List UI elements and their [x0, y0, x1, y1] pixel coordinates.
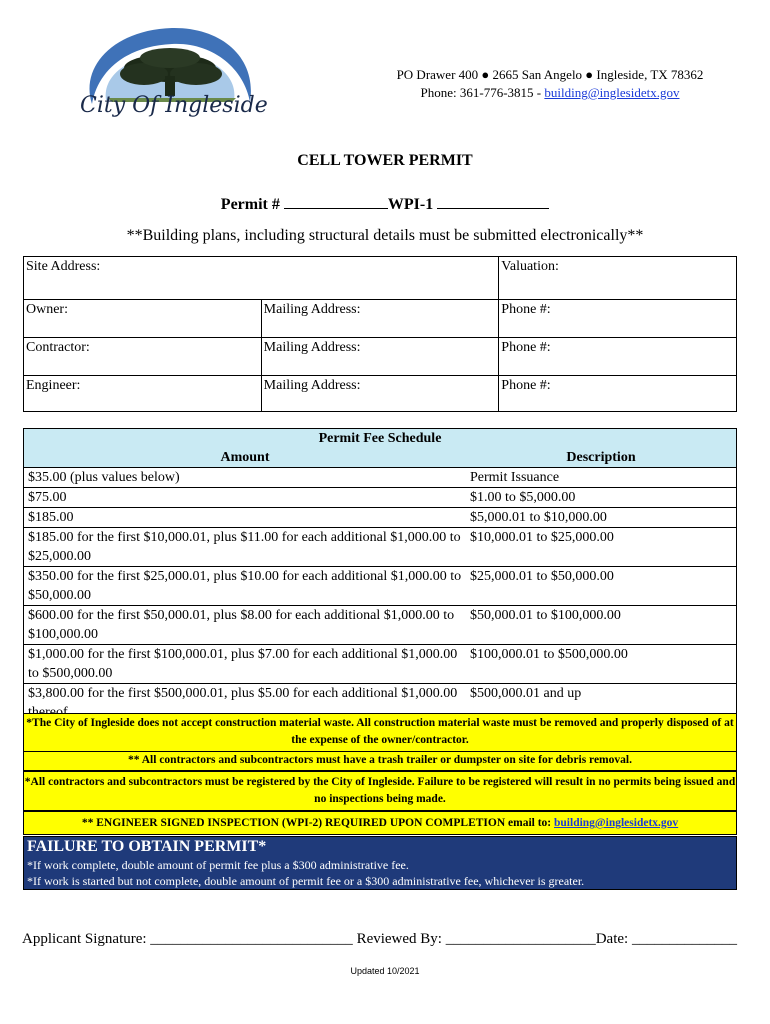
- city-logo: [72, 18, 272, 124]
- fee-row: [24, 605, 736, 644]
- electronic-submission-notice: **Building plans, including structural details must be submitted electronically**: [126, 227, 644, 244]
- waste-notice: *The City of Ingleside does not accept construction material waste. All construction material waste must be removed and properly disposed of at the expense of the owner/contractor.: [23, 713, 737, 754]
- engineer-email-link[interactable]: building@inglesidetx.gov: [554, 817, 679, 829]
- contractor-mailing-field[interactable]: Mailing Address:: [261, 338, 499, 376]
- fee-row: [24, 644, 736, 683]
- fee-row: [24, 487, 736, 507]
- failure-line-1: *If work complete, double amount of permit fee plus a $300 administrative fee.: [27, 858, 409, 872]
- engineer-inspection-text: ** ENGINEER SIGNED INSPECTION (WPI-2) REQUIRED UPON COMPLETION email to:: [81, 817, 555, 829]
- owner-field[interactable]: Owner:: [24, 300, 262, 338]
- fee-row: [24, 507, 736, 527]
- fee-description: $25,000.01 to $50,000.00: [470, 569, 614, 584]
- fee-description: $5,000.01 to $10,000.00: [470, 510, 607, 525]
- fee-schedule: [23, 428, 737, 723]
- page-title: CELL TOWER PERMIT: [297, 152, 473, 169]
- owner-phone-field[interactable]: Phone #:: [499, 300, 737, 338]
- description-column-header: Description: [566, 450, 636, 465]
- header-address: [330, 66, 770, 102]
- fee-amount: $185.00 for the first $10,000.01, plus $11.00 for each additional $1,000.00 to $25,000.00: [28, 530, 461, 564]
- fee-description: $500,000.01 and up: [470, 686, 582, 701]
- phone-text: Phone: 361-776-3815 -: [420, 85, 545, 100]
- updated-date: Updated 10/2021: [350, 966, 420, 976]
- fee-row: [24, 566, 736, 605]
- contractor-field[interactable]: Contractor:: [24, 338, 262, 376]
- permit-suffix-field[interactable]: [437, 194, 549, 209]
- fee-schedule-title: Permit Fee Schedule: [318, 431, 442, 446]
- failure-line-2: *If work is started but not complete, double amount of permit fee or a $300 administrative fee, whichever is greater.: [27, 874, 585, 888]
- phone-line: [330, 84, 770, 102]
- engineer-mailing-field[interactable]: Mailing Address:: [261, 376, 499, 412]
- fee-row: [24, 527, 736, 566]
- amount-column-header: Amount: [220, 450, 270, 465]
- address-line: PO Drawer 400 ● 2665 San Angelo ● Ingleside, TX 78362: [396, 67, 704, 82]
- fee-row: [24, 468, 736, 487]
- site-address-field[interactable]: Site Address:: [24, 257, 499, 300]
- fee-description: $1.00 to $5,000.00: [470, 490, 576, 505]
- engineer-phone-field[interactable]: Phone #:: [499, 376, 737, 412]
- fee-amount: $600.00 for the first $50,000.01, plus $8.00 for each additional $1,000.00 to $100,000.00: [28, 608, 455, 642]
- applicant-signature-field[interactable]: Applicant Signature: ___________________________: [22, 931, 353, 947]
- fee-amount: $3,800.00 for the first $500,000.01, plus $5.00 for each additional $1,000.00: [28, 686, 458, 701]
- fee-amount: $75.00: [28, 490, 67, 505]
- fee-schedule-header: [24, 429, 736, 468]
- engineer-field[interactable]: Engineer:: [24, 376, 262, 412]
- failure-heading: FAILURE TO OBTAIN PERMIT*: [27, 838, 267, 855]
- permit-number-field[interactable]: [284, 194, 388, 209]
- valuation-field[interactable]: Valuation:: [499, 257, 737, 300]
- fee-description: $10,000.01 to $25,000.00: [470, 530, 614, 545]
- registration-notice: *All contractors and subcontractors must be registered by the City of Ingleside. Failure to be registered will result in no permits being issued and no inspections being made.: [23, 771, 737, 811]
- applicant-info-table: [23, 256, 737, 412]
- engineer-inspection-notice: [23, 811, 737, 835]
- reviewed-by-field[interactable]: Reviewed By: ____________________: [356, 931, 596, 947]
- permit-code: WPI-1: [387, 196, 434, 213]
- fee-amount: $1,000.00 for the first $100,000.01, plus $7.00 for each additional $1,000.00 to $500,000.00: [28, 647, 458, 681]
- fee-description: $100,000.01 to $500,000.00: [470, 647, 628, 662]
- date-field[interactable]: Date: ______________: [595, 931, 737, 947]
- failure-to-obtain-permit: [23, 836, 737, 890]
- permit-label: Permit #: [220, 196, 280, 213]
- fee-amount: $185.00: [28, 510, 74, 525]
- fee-amount: $35.00 (plus values below): [28, 470, 180, 485]
- fee-description: $50,000.01 to $100,000.00: [470, 608, 621, 623]
- fee-description: Permit Issuance: [470, 470, 560, 485]
- fee-amount: $350.00 for the first $25,000.01, plus $10.00 for each additional $1,000.00 to $50,000.00: [28, 569, 462, 603]
- contractor-phone-field[interactable]: Phone #:: [499, 338, 737, 376]
- dumpster-notice: ** All contractors and subcontractors must have a trash trailer or dumpster on site for debris removal.: [23, 751, 737, 771]
- owner-mailing-field[interactable]: Mailing Address:: [261, 300, 499, 338]
- email-link[interactable]: building@inglesidetx.gov: [544, 85, 680, 100]
- permit-number-line: [0, 194, 770, 214]
- signature-line: [22, 931, 737, 948]
- logo-text: City Of Ingleside: [80, 93, 268, 118]
